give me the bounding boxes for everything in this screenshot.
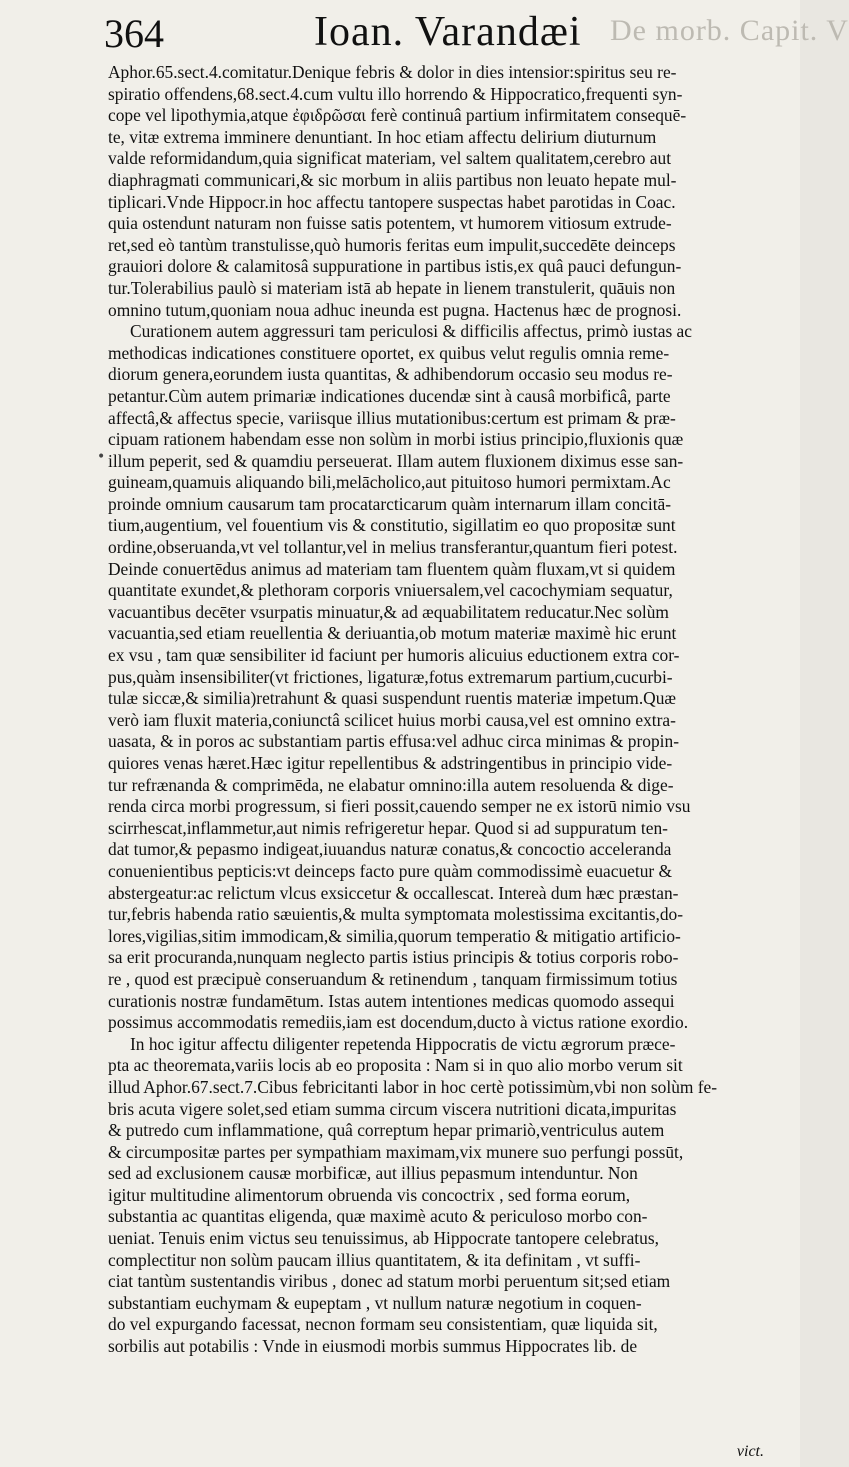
text-line: substantia ac quantitas eligenda, quæ maximè acuto & periculoso morbo con- xyxy=(108,1206,648,1227)
text-line: guineam,quamuis aliquando bili,melācholico,aut pituitoso humori permixtam.Ac xyxy=(108,472,671,493)
text-line: ciat tantùm sustentandis viribus , donec ad statum morbi peruentum sit;sed etiam xyxy=(108,1271,671,1292)
text-line: diorum genera,eorundem iusta quantitas, & adhibendorum occasio seu modus re- xyxy=(108,364,673,385)
text-line: illud Aphor.67.sect.7.Cibus febricitanti labor in hoc certè potissimùm,vbi non solùm fe- xyxy=(108,1076,718,1097)
text-line: grauiori dolore & calamitosâ suppuratione in partibus istis,ex quâ pauci defungun- xyxy=(108,256,682,277)
text-line: methodicas indicationes constituere oportet, ex quibus velut regulis omnia reme- xyxy=(108,342,670,363)
page-header xyxy=(104,8,704,58)
text-line: curationis nostræ fundamētum. Istas autem intentiones medicas quomodo assequi xyxy=(108,990,675,1011)
text-line: tium,augentium, vel fouentium vis & constitutio, sigillatim eo quo propositæ sunt xyxy=(108,515,676,536)
text-line: Aphor.65.sect.4.comitatur.Denique febris & dolor in dies intensior:spiritus seu re- xyxy=(108,62,677,82)
text-line: substantiam euchymam & eupeptam , vt nullum naturæ negotium in coquen- xyxy=(108,1292,642,1313)
page-number: 364 xyxy=(104,11,164,56)
text-line: tur refrænanda & comprimēda, ne elabatur omnino:illa autem resoluenda & dige- xyxy=(108,774,674,795)
text-line: uasata, & in poros ac substantiam partis effusa:vel adhuc circa minimas & propin- xyxy=(108,731,679,752)
text-line: igitur multitudine alimentorum obruenda vis concoctrix , sed forma eorum, xyxy=(108,1184,631,1205)
text-line: illum peperit, sed & quamdiu perseuerat. Illam autem fluxionem diximus esse san- xyxy=(108,450,684,471)
text-line: lores,vigilias,sitim immodicam,& similia,quorum temperatio & mitigatio artificio- xyxy=(108,925,681,946)
text-line: affectâ,& affectus specie, variisque illius mutationibus:certum est primam & præ- xyxy=(108,407,676,428)
body-text xyxy=(108,62,764,1358)
text-line: quia ostendunt naturam non fuisse satis potentem, vt humorem vitiosum extrude- xyxy=(108,213,672,234)
text-line: tur.Tolerabilius paulò si materiam istā ab hepate in lienem transtulerit, quāuis non xyxy=(108,277,676,298)
text-line: valde reformidandum,quia significat materiam, vel saltem qualitatem,cerebro aut xyxy=(108,148,672,169)
text-line: renda circa morbi progressum, si fieri possit,cauendo semper ne ex istorū nimio vsu xyxy=(108,796,691,817)
text-line: In hoc igitur affectu diligenter repetenda Hippocratis de victu ægrorum præce- xyxy=(130,1033,676,1054)
text-line: spiratio offendens,68.sect.4.cum vultu illo horrendo & Hippocratico,frequenti syn- xyxy=(108,83,683,104)
text-line: proinde omnium causarum tam procatarcticarum quàm internarum illam concitā- xyxy=(108,493,672,514)
text-line: scirrhescat,inflammetur,aut nimis refrigeretur hepar. Quod si ad suppuratum ten- xyxy=(108,817,668,838)
text-line: diaphragmati communicari,& sic morbum in aliis partibus non leuato hepate mul- xyxy=(108,169,677,190)
text-line: Curationem autem aggressuri tam periculosi & difficilis affectus, primò iustas ac xyxy=(130,321,692,342)
text-line: Deinde conuertēdus animus ad materiam tam fluentem quàm fluxam,vt si quidem xyxy=(108,558,676,579)
text-line: cipuam rationem habendam esse non solùm in morbi istius principio,fluxionis quæ xyxy=(108,429,684,450)
text-line: sorbilis aut potabilis : Vnde in eiusmodi morbis summus Hippocrates lib. de xyxy=(108,1336,638,1357)
text-line: petantur.Cùm autem primariæ indicationes ducendæ sint à causâ morbificâ, parte xyxy=(108,385,671,406)
text-line: sed ad exclusionem causæ morbificæ, aut illius pepasmum intenduntur. Non xyxy=(108,1163,638,1184)
running-head: Ioan. Varandæi xyxy=(314,9,582,55)
text-line: tiplicari.Vnde Hippocr.in hoc affectu tantopere suspectas habet parotidas in Coac. xyxy=(108,191,676,212)
text-line: & circumpositæ partes per sympathiam maximam,vix munere suo perfungi possūt, xyxy=(108,1141,684,1162)
text-line: re , quod est præcipuè conseruandum & retinendum , tanquam firmissimum totius xyxy=(108,968,678,989)
text-line: quiores venas hæret.Hæc igitur repellentibus & adstringentibus in principio vide- xyxy=(108,753,673,773)
text-line: vacuantia,sed etiam reuellentia & deriuantia,ob motum materiæ maximè hic erunt xyxy=(108,623,677,644)
text-line: ordine,obseruanda,vt vel tollantur,vel in melius transferantur,quantum fieri potest. xyxy=(108,537,678,558)
text-line: ret,sed eò tantùm transtulisse,quò humoris feritas eum impulit,succedēte deinceps xyxy=(108,234,676,255)
text-line: verò iam fluxit materia,coniunctâ scilicet huius morbi causa,vel est omnino extra- xyxy=(108,709,676,730)
text-line: ueniat. Tenuis enim victus seu tenuissimus, ab Hippocrate tantopere celebratus, xyxy=(108,1228,659,1249)
text-line: conuenientibus pepticis:vt deinceps facto pure quàm commodissimè euacuetur & xyxy=(108,860,673,881)
text-line: pus,quàm insensibiliter(vt frictiones, ligaturæ,fotus extremarum partium,cucurbi- xyxy=(108,666,673,687)
text-line: complectitur non solùm paucam illius quantitatem, & ita definitam , vt suffi- xyxy=(108,1249,641,1270)
text-line: quantitate exundet,& plethoram corporis vniuersalem,vel cacochymiam sequatur, xyxy=(108,580,673,601)
text-line: omnino tutum,quoniam noua adhuc ineunda est pugna. Hactenus hæc de prognosi. xyxy=(108,299,682,320)
text-line: pta ac theoremata,variis locis ab eo proposita : Nam si in quo alio morbo verum sit xyxy=(108,1055,683,1076)
text-line: vacuantibus decēter vsurpatis minuatur,& ad æquabilitatem reducatur.Nec solùm xyxy=(108,601,669,622)
text-line: te, vitæ extrema imminere denuntiant. In hoc etiam affectu delirium diuturnum xyxy=(108,126,657,147)
margin-mark: • xyxy=(97,449,106,465)
text-line: abstergeatur:ac relictum vlcus exsiccetur & occallescat. Intereà dum hæc præstan- xyxy=(108,882,679,903)
text-line: tur,febris habenda ratio sæuientis,& multa symptomata molestissima excitantis,do- xyxy=(108,904,684,925)
text-line: cope vel lipothymia,atque ἐφιδρῶσαι ferè continuâ partium infirmitatem consequē- xyxy=(108,105,687,126)
text-line: bris acuta vigere solet,sed etiam summa circum viscera nutritioni dicata,impuritas xyxy=(108,1098,677,1119)
text-line: sa erit procuranda,nunquam neglecto partis istius principis & totius corporis robo- xyxy=(108,947,679,968)
catchword: vict. xyxy=(736,1443,764,1460)
text-line: possimus accommodatis remediis,iam est docendum,ducto à victus ratione exordio. xyxy=(108,1012,689,1033)
text-line: & putredo cum inflammatione, quâ correptum hepar primariò,ventriculus autem xyxy=(108,1120,665,1141)
bleed-through-text: De morb. Capit. V xyxy=(610,14,849,47)
text-line: tulæ siccæ,& similia)retrahunt & quasi suspendunt ruentis materiæ impetum.Quæ xyxy=(108,688,677,709)
text-line: do vel expurgando facessat, necnon formam seu consistentiam, quæ liquida sit, xyxy=(108,1314,658,1335)
text-line: ex vsu , tam quæ sensibiliter id faciunt per humoris alicuius eductionem extra cor- xyxy=(108,645,680,666)
text-line: dat tumor,& pepasmo indigeat,iuuandus naturæ conatus,& concoctio acceleranda xyxy=(108,839,672,860)
